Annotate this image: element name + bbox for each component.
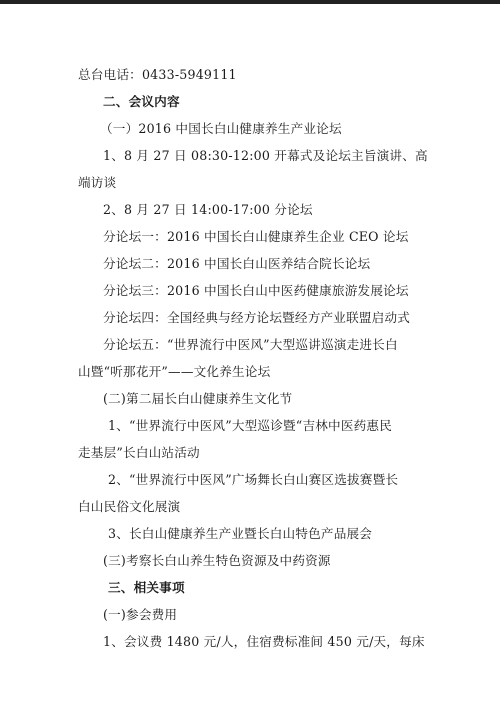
paragraph-line: 2、8 月 27 日 14:00-17:00 分论坛 [103,202,313,217]
paragraph-line: 2、“世界流行中医风”广场舞长白山赛区选拔赛暨长 [108,472,399,487]
phone-line: 总台电话：0433-5949111 [78,67,237,82]
paragraph-line: 1、会议费 1480 元/人，住宿费标准间 450 元/天，每床 [103,634,425,649]
section-heading-3: 三、相关事项 [108,580,185,595]
paragraph-line: 3、长白山健康养生产业暨长白山特色产品展会 [108,526,373,541]
subsection-heading-fees: (一)参会费用 [103,607,178,622]
subsection-heading-2: (二)第二届长白山健康养生文化节 [103,391,293,406]
paragraph-line: 走基层”长白山站活动 [78,445,200,460]
paragraph-line: 端访谈 [78,175,117,190]
forum-item-3: 分论坛三：2016 中国长白山中医药健康旅游发展论坛 [103,283,409,298]
forum-item-1: 分论坛一：2016 中国长白山健康养生企业 CEO 论坛 [103,229,409,244]
paragraph-line: 1、“世界流行中医风”大型巡诊暨“吉林中医药惠民 [108,418,393,433]
forum-item-5-cont: 山暨“听那花开”——文化养生论坛 [78,364,271,379]
forum-item-2: 分论坛二：2016 中国长白山医养结合院长论坛 [103,256,371,271]
forum-item-4: 分论坛四：全国经典与经方论坛暨经方产业联盟启动式 [103,310,411,325]
subsection-heading-3: (三)考察长白山养生特色资源及中药资源 [103,553,331,568]
section-heading-2: 二、会议内容 [103,94,180,109]
subsection-heading-1: （一）2016 中国长白山健康养生产业论坛 [100,121,342,136]
paragraph-line: 白山民俗文化展演 [78,499,181,514]
paragraph-line: 1、8 月 27 日 08:30-12:00 开幕式及论坛主旨演讲、高 [103,148,428,163]
forum-item-5: 分论坛五：“世界流行中医风”大型巡讲巡演走进长白 [103,337,398,352]
